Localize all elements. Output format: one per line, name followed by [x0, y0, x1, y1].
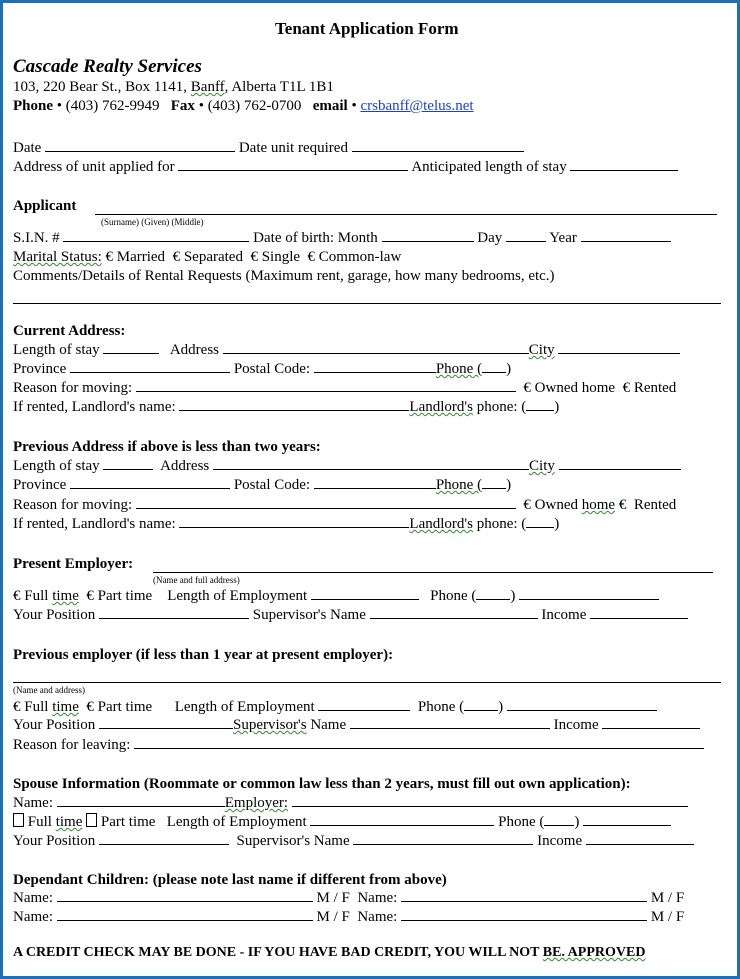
- sin-field[interactable]: [63, 229, 249, 242]
- marital-married-option[interactable]: € Married: [105, 249, 166, 265]
- applicant-heading: Applicant: [13, 198, 77, 214]
- spouse-heading: Spouse Information (Roommate or common law less than 2 years, must fill out own application):: [13, 776, 631, 792]
- previous-landlord-row: If rented, Landlord's name: Landlord's phone: ( ): [13, 516, 560, 532]
- previous-address-heading: Previous Address if above is less than two years:: [13, 439, 321, 455]
- previous-phone-field[interactable]: [482, 476, 506, 489]
- company-contact: Phone • (403) 762-9949 Fax • (403) 762-0700 email • crsbanff@telus.net: [13, 98, 474, 114]
- present-employment-type-row: € Full time € Part time Length of Employment Phone ( ): [13, 587, 659, 605]
- form-title: Tenant Application Form: [275, 19, 459, 38]
- present-full-time-option[interactable]: € Full time: [13, 588, 79, 604]
- previous-address-field[interactable]: [213, 457, 529, 470]
- child-name-field[interactable]: [401, 889, 647, 902]
- email-link[interactable]: crsbanff@telus.net: [360, 98, 474, 114]
- current-landlord-name-field[interactable]: [179, 398, 409, 411]
- child-row-2: Name: M / F Name: M / F: [13, 909, 685, 925]
- previous-position-field[interactable]: [99, 716, 233, 729]
- unit-address-field[interactable]: [178, 158, 408, 171]
- company-name: Cascade Realty Services: [13, 56, 202, 77]
- previous-rented-option[interactable]: Rented: [633, 497, 677, 513]
- dob-day-field[interactable]: [506, 229, 546, 242]
- previous-postal-field[interactable]: [314, 476, 436, 489]
- previous-phone-field[interactable]: [464, 698, 498, 711]
- spouse-phone-field[interactable]: [544, 813, 574, 826]
- applicant-name-field[interactable]: [95, 202, 717, 215]
- current-province-row: Province Postal Code: Phone ( ): [13, 361, 512, 377]
- anticipated-stay-field[interactable]: [570, 158, 678, 171]
- child-gender-option[interactable]: M / F: [316, 909, 350, 925]
- previous-part-time-option[interactable]: € Part time: [86, 699, 153, 715]
- sin-row: S.I.N. # Date of birth: Month Day Year: [13, 229, 671, 247]
- current-landlord-row: If rented, Landlord's name: Landlord's phone: ( ): [13, 399, 560, 415]
- current-rented-option[interactable]: € Rented: [622, 380, 677, 396]
- present-income-field[interactable]: [590, 606, 688, 619]
- previous-owned-option[interactable]: € Owned home €: [523, 497, 627, 513]
- marital-common-law-option[interactable]: € Common-law: [307, 249, 402, 265]
- child-gender-option[interactable]: M / F: [650, 909, 685, 925]
- current-landlord-phone-field[interactable]: [526, 398, 554, 411]
- previous-position-row: Your Position Supervisor's Name Income: [13, 716, 700, 734]
- date-row: Date Date unit required: [13, 139, 524, 157]
- child-name-field[interactable]: [401, 908, 647, 921]
- spouse-position-field[interactable]: [99, 832, 229, 845]
- spouse-employer-field[interactable]: [292, 794, 688, 807]
- child-row-1: Name: M / F Name: M / F: [13, 890, 685, 906]
- reason-leaving-row: Reason for leaving:: [13, 736, 704, 754]
- date-field[interactable]: [45, 139, 235, 152]
- dob-month-field[interactable]: [382, 229, 474, 242]
- child-name-field[interactable]: [57, 889, 313, 902]
- applicant-name-hint: (Surname) (Given) (Middle): [101, 217, 204, 227]
- dob-year-field[interactable]: [581, 229, 671, 242]
- spouse-part-time-option[interactable]: Part time: [86, 814, 155, 830]
- current-city-field[interactable]: [558, 341, 680, 354]
- spouse-full-time-option[interactable]: Full time: [13, 814, 82, 830]
- spouse-phone-number-field[interactable]: [583, 813, 671, 826]
- company-address: 103, 220 Bear St., Box 1141, Banff, Alberta T1L 1B1: [13, 79, 334, 95]
- current-address-field[interactable]: [223, 341, 529, 354]
- present-supervisor-field[interactable]: [370, 606, 538, 619]
- present-employer-hint: (Name and full address): [153, 575, 240, 585]
- spouse-name-field[interactable]: [57, 794, 225, 807]
- child-name-field[interactable]: [57, 908, 313, 921]
- present-employer-field[interactable]: [153, 560, 713, 573]
- previous-reason-field[interactable]: [136, 496, 516, 509]
- previous-employer-heading: Previous employer (if less than 1 year at present employer):: [13, 647, 394, 663]
- present-position-field[interactable]: [99, 606, 249, 619]
- current-reason-field[interactable]: [136, 379, 516, 392]
- current-reason-row: Reason for moving: € Owned home € Rented: [13, 380, 677, 396]
- current-phone-field[interactable]: [482, 360, 506, 373]
- current-address-heading: Current Address:: [13, 323, 126, 339]
- child-gender-option[interactable]: M / F: [316, 890, 350, 906]
- previous-reason-row: Reason for moving: € Owned home € Rented: [13, 497, 677, 513]
- spouse-employment-type-row: Full time Part time Length of Employment Phone ( ): [13, 813, 671, 831]
- previous-employer-field[interactable]: [13, 682, 721, 683]
- previous-income-field[interactable]: [602, 716, 700, 729]
- current-province-field[interactable]: [70, 360, 230, 373]
- previous-employer-hint: (Name and address): [13, 685, 85, 695]
- tenant-application-page: [3, 3, 737, 976]
- previous-length-field[interactable]: [318, 698, 410, 711]
- previous-city-field[interactable]: [559, 457, 681, 470]
- previous-stay-field[interactable]: [103, 457, 153, 470]
- spouse-length-field[interactable]: [310, 813, 494, 826]
- present-phone-number-field[interactable]: [519, 587, 659, 600]
- previous-province-field[interactable]: [70, 476, 230, 489]
- marital-single-option[interactable]: € Single: [250, 249, 301, 265]
- reason-leaving-field[interactable]: [134, 736, 704, 749]
- spouse-supervisor-field[interactable]: [353, 832, 533, 845]
- children-heading: Dependant Children: (please note last name if different from above): [13, 872, 447, 888]
- present-length-field[interactable]: [311, 587, 419, 600]
- comments-label: Comments/Details of Rental Requests (Maximum rent, garage, how many bedrooms, etc.): [13, 268, 555, 284]
- present-position-row: Your Position Supervisor's Name Income: [13, 606, 688, 624]
- previous-stay-row: Length of stay Address City: [13, 457, 681, 475]
- previous-supervisor-field[interactable]: [350, 716, 550, 729]
- marital-status-row: Marital Status: € Married € Separated € Single € Common-law: [13, 249, 402, 265]
- date-required-field[interactable]: [352, 139, 524, 152]
- current-stay-row: Length of stay Address City: [13, 341, 680, 359]
- marital-separated-option[interactable]: € Separated: [172, 249, 243, 265]
- previous-employment-type-row: € Full time € Part time Length of Employment Phone ( ): [13, 698, 657, 716]
- comments-field[interactable]: [13, 303, 721, 304]
- spouse-position-row: Your Position Supervisor's Name Income: [13, 832, 694, 850]
- present-part-time-option[interactable]: € Part time: [86, 588, 153, 604]
- previous-landlord-name-field[interactable]: [179, 515, 409, 528]
- credit-check-notice: A CREDIT CHECK MAY BE DONE - IF YOU HAVE BAD CREDIT, YOU WILL NOT BE. APPROVED: [13, 945, 646, 960]
- current-postal-field[interactable]: [314, 360, 436, 373]
- spouse-part-time-checkbox[interactable]: [86, 813, 97, 827]
- previous-province-row: Province Postal Code: Phone ( ): [13, 477, 512, 493]
- previous-landlord-phone-field[interactable]: [526, 515, 554, 528]
- current-stay-field[interactable]: [103, 341, 159, 354]
- present-employer-heading: Present Employer:: [13, 556, 134, 572]
- previous-full-time-option[interactable]: € Full time: [13, 699, 79, 715]
- unit-address-row: Address of unit applied for Anticipated length of stay: [13, 158, 678, 176]
- current-owned-option[interactable]: € Owned home: [523, 380, 616, 396]
- present-phone-field[interactable]: [476, 587, 510, 600]
- spouse-full-time-checkbox[interactable]: [13, 813, 24, 827]
- spouse-name-row: Name: Employer:: [13, 794, 688, 812]
- spouse-income-field[interactable]: [586, 832, 694, 845]
- previous-phone-number-field[interactable]: [507, 698, 657, 711]
- child-gender-option[interactable]: M / F: [650, 890, 685, 906]
